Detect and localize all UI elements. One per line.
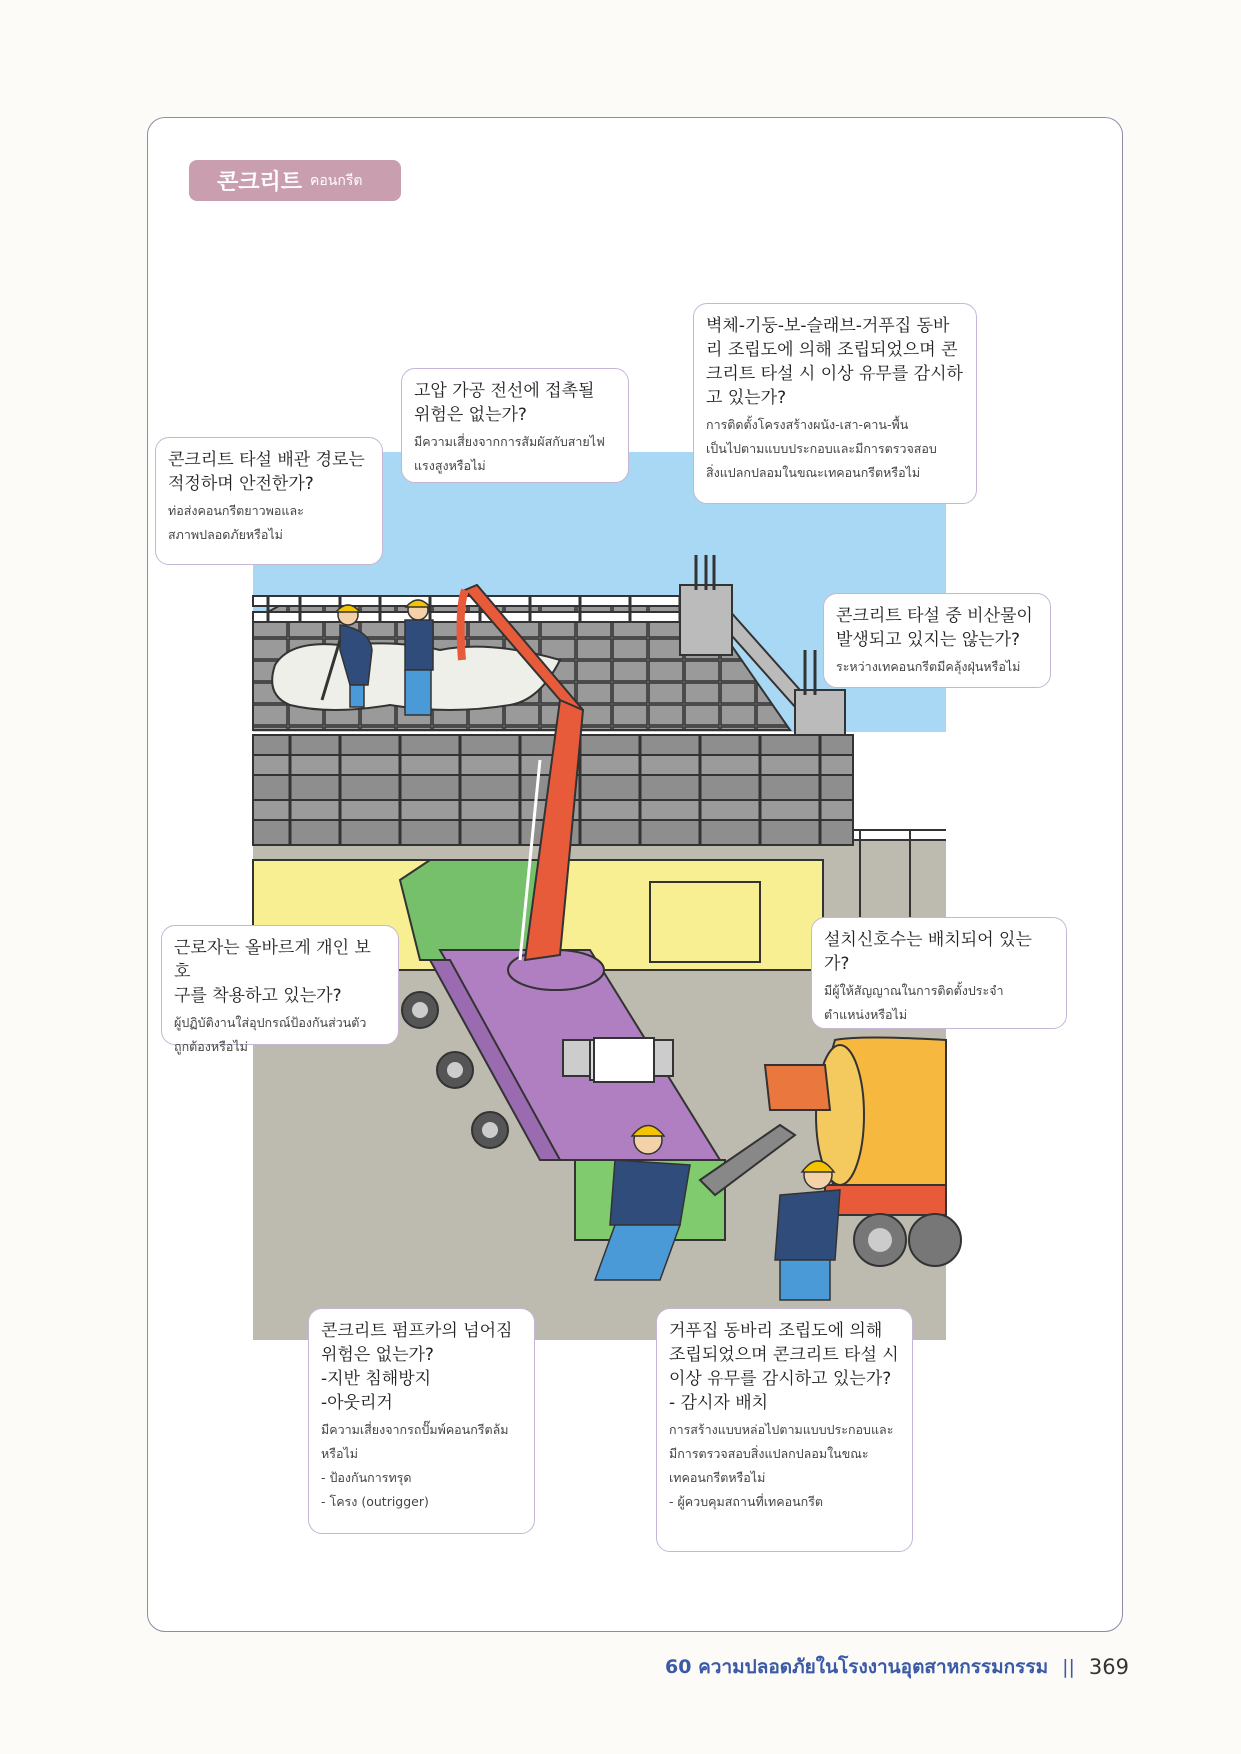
bubble-thai-text: ผู้ปฏิบัติงานใส่อุปกรณ์ป้องกันส่วนตัว ถูกต้องหรือไม่ [174,1015,367,1054]
bubble-korean-text: 고압 가공 전선에 접촉될 위험은 없는가? [414,381,595,425]
bubble-thai-text: การสร้างแบบหล่อไปตามแบบประกอบและ มีการตรวจสอบสิ่งแปลกปลอมในขณะ เทคอนกรีตหรือไม่ - ผู้ควบคุมสถานที่เทคอนกรีต [669,1422,894,1509]
checklist-bubble-ppe [161,925,399,1054]
page-footer [665,1652,1129,1682]
bubble-thai-text: ระหว่างเทคอนกรีตมีคลุ้งฝุ่นหรือไม่ [836,659,1021,674]
bubble-thai-text: มีความเสี่ยงจากรถปั๊มพ์คอนกรีตล้ม หรือไม่ - ป้องกันการทรุด - โครง (outrigger) [321,1422,509,1509]
checklist-bubble-formwork-monitor [656,1308,913,1552]
bubble-korean-text: 근로자는 올바르게 개인 보호 구를 착용하고 있는가? [174,938,371,1006]
bubble-korean-text: 콘크리트 펌프카의 넘어짐 위험은 없는가? -지반 침해방지 -아웃리거 [321,1321,513,1413]
bubble-thai-text: ท่อส่งคอนกรีตยาวพอและ สภาพปลอดภัยหรือไม่ [168,503,304,542]
book-title: 60 ความปลอดภัยในโรงงานอุตสาหกรรมกรรม [665,1656,1049,1678]
bubble-thai-text: มีความเสี่ยงจากการสัมผัสกับสายไฟ แรงสูงหรือไม่ [414,434,605,473]
bubble-korean-text: 벽체-기둥-보-슬래브-거푸집 동바 리 조립도에 의해 조립되었으며 콘 크리트 타설 시 이상 유무를 감시하 고 있는가? [706,316,963,408]
checklist-bubble-power-line [401,368,629,483]
footer-separator: || [1062,1656,1075,1678]
bubble-korean-text: 콘크리트 타설 배관 경로는 적정하며 안전한가? [168,450,365,494]
checklist-bubble-flying-debris [823,593,1051,688]
bubble-thai-text: การติดตั้งโครงสร้างผนัง-เสา-คาน-พื้น เป็นไปตามแบบประกอบและมีการตรวจสอบ สิ่งแปลกปลอมในขณะเทคอนกรีตหรือไม่ [706,417,937,480]
bubble-thai-text: มีผู้ให้สัญญาณในการติดตั้งประจำ ตำแหน่งหรือไม่ [824,983,1004,1022]
bubble-korean-text: 거푸집 동바리 조립도에 의해 조립되었으며 콘크리트 타설 시 이상 유무를 감시하고 있는가? - 감시자 배치 [669,1321,899,1413]
checklist-bubble-pump-overturn [308,1308,535,1534]
checklist-bubble-signal-person [811,917,1067,1029]
title-korean: 콘크리트 [217,170,303,195]
title-thai: คอนกรีต [310,172,363,189]
bubble-korean-text: 콘크리트 타설 중 비산물이 발생되고 있지는 않는가? [836,606,1033,650]
page-number: 369 [1088,1655,1129,1679]
checklist-bubble-pipe-route [155,437,383,565]
bubble-korean-text: 설치신호수는 배치되어 있는가? [824,930,1032,974]
checklist-bubble-formwork-assembly [693,303,977,504]
